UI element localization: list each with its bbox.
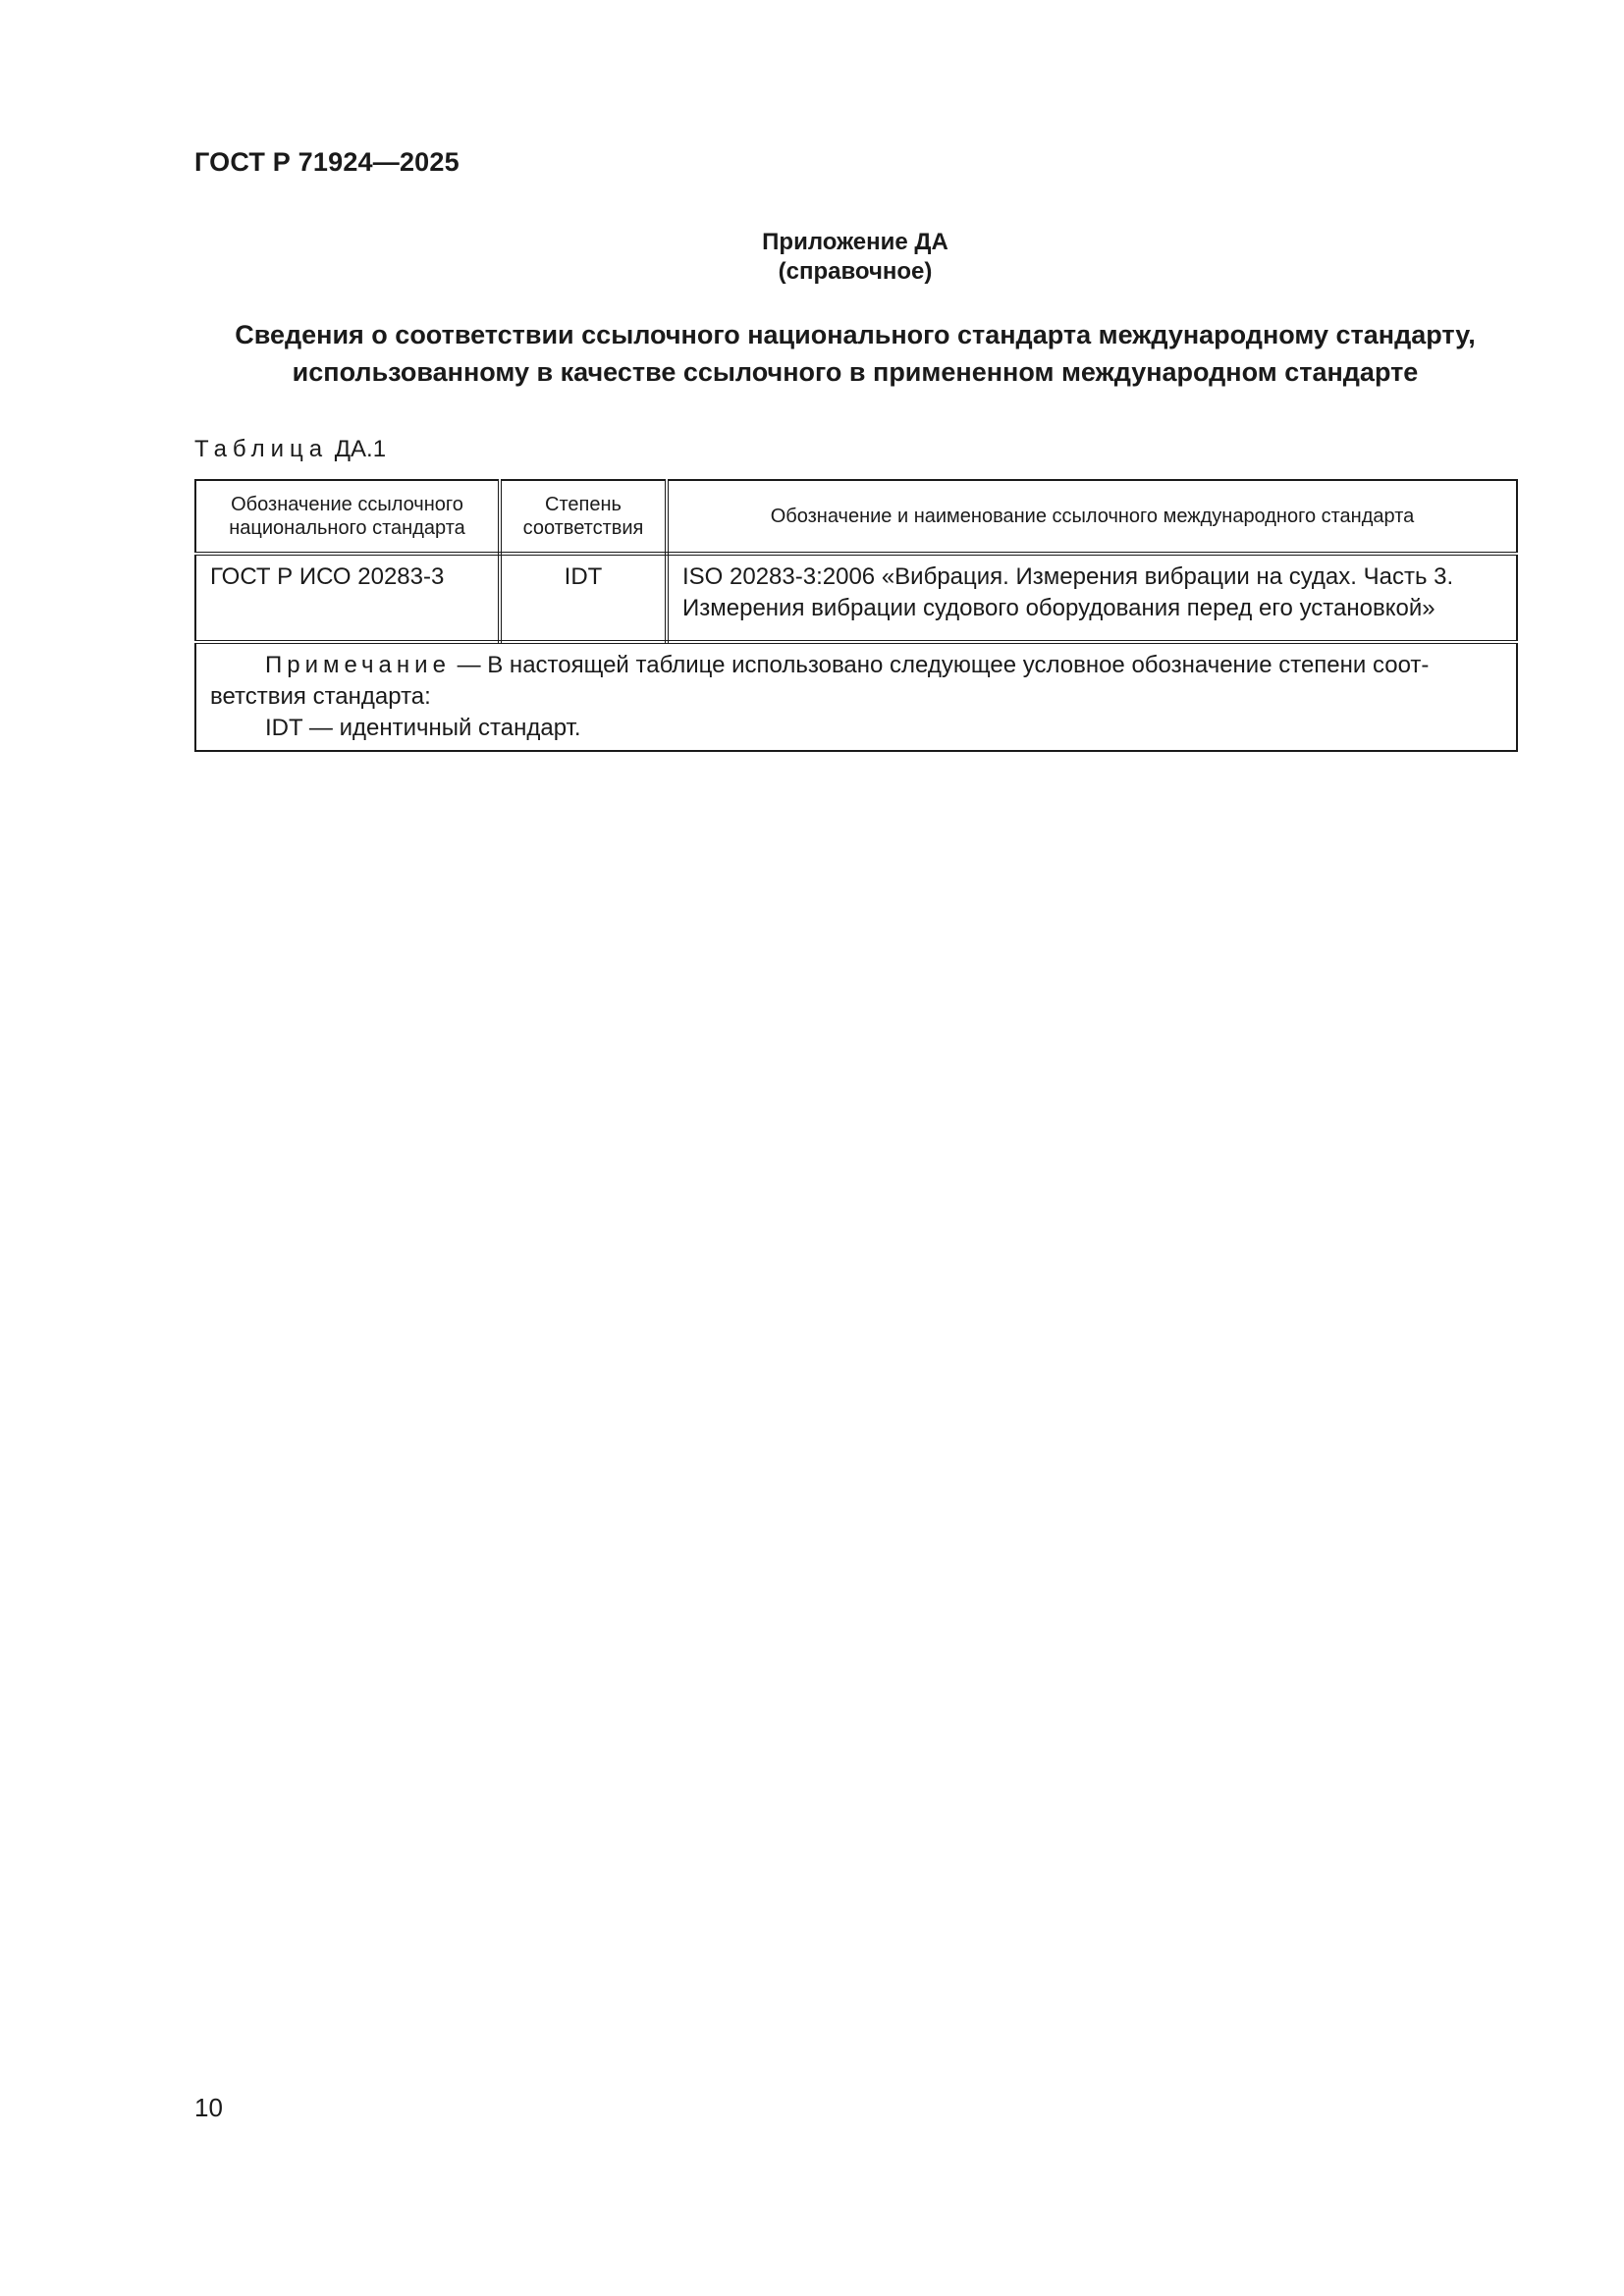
header-national-standard-line2: национального стандарта bbox=[229, 517, 465, 539]
header-degree-line1: Степень bbox=[545, 494, 622, 515]
cell-degree: IDT bbox=[500, 554, 667, 642]
note-text-line1: — В настоящей таблице использовано следующее условное обозначение степени соот- bbox=[450, 652, 1430, 678]
appendix-type: (справочное) bbox=[778, 258, 933, 285]
appendix-name: Приложение ДА bbox=[762, 229, 948, 255]
cell-national-standard: ГОСТ Р ИСО 20283-3 bbox=[195, 554, 500, 642]
table-caption-number: ДА.1 bbox=[334, 436, 387, 462]
cell-international-standard-line1: ISO 20283-3:2006 «Вибрация. Измерения вибрации на судах. Часть 3. bbox=[682, 563, 1454, 590]
table-header-row bbox=[195, 480, 1517, 554]
note-label: Примечание bbox=[265, 652, 451, 678]
correspondence-table bbox=[194, 479, 1518, 752]
appendix-heading bbox=[194, 228, 1516, 287]
appendix-title-line2: использованному в качестве ссылочного в примененном международном стандарте bbox=[292, 357, 1419, 387]
note-text-line2: ветствия стандарта: bbox=[210, 683, 431, 710]
header-national-standard bbox=[195, 480, 500, 554]
table-note bbox=[195, 642, 1517, 751]
cell-international-standard-line2: Измерения вибрации судового оборудования перед его установкой» bbox=[682, 595, 1435, 621]
appendix-title bbox=[194, 316, 1516, 391]
cell-international-standard bbox=[667, 554, 1517, 642]
header-national-standard-line1: Обозначение ссылочного bbox=[231, 494, 463, 515]
table-caption-label: Таблица bbox=[194, 436, 329, 462]
document-code-header: ГОСТ Р 71924—2025 bbox=[194, 147, 460, 177]
note-text-line3: IDT — идентичный стандарт. bbox=[265, 715, 581, 741]
correspondence-table-wrapper bbox=[194, 479, 1516, 752]
page-number: 10 bbox=[194, 2093, 223, 2122]
header-degree-line2: соответствия bbox=[522, 517, 644, 539]
table-caption bbox=[194, 436, 386, 463]
note-line1 bbox=[210, 650, 1502, 681]
table-note-row bbox=[195, 642, 1517, 751]
header-degree bbox=[500, 480, 667, 554]
table-row bbox=[195, 554, 1517, 642]
appendix-title-line1: Сведения о соответствии ссылочного национального стандарта международному стандарту, bbox=[235, 320, 1476, 349]
header-international-standard: Обозначение и наименование ссылочного международного стандарта bbox=[667, 480, 1517, 554]
